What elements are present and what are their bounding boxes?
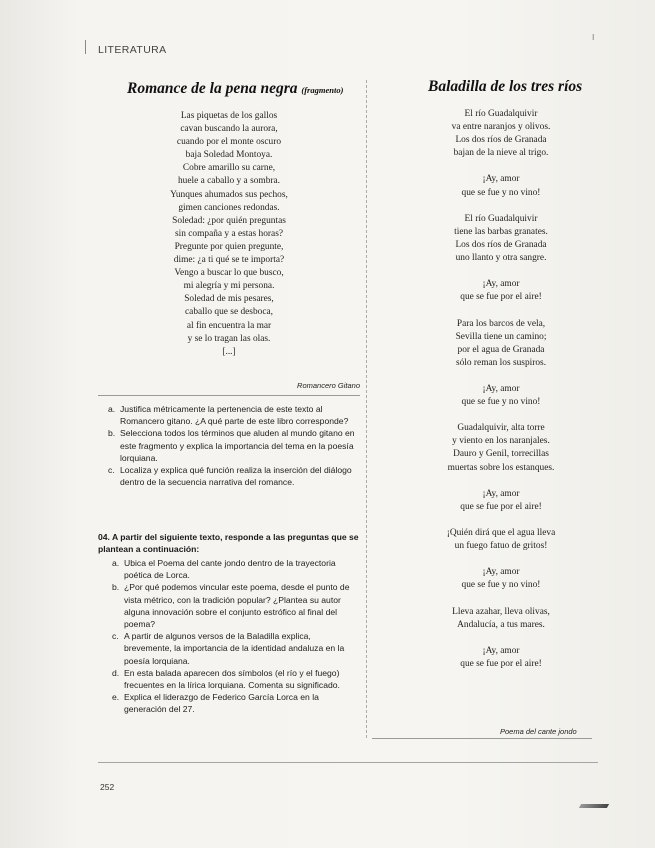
question-text: Explica el liderazgo de Federico García Lorca en la generación del 27. [124,692,319,715]
poem-line: que se fue y no vino! [461,187,541,198]
poem-stanza [372,645,630,671]
poem-line: que se fue por el aire! [460,501,542,512]
poem-line: gimen canciones redondas. [178,202,280,213]
question-item [112,630,360,667]
poem-line: tiene las barbas granates. [454,226,548,237]
poem-line: y viento en los naranjales. [452,436,550,447]
question-label: a. [108,404,116,414]
poem-stanza [372,488,630,514]
right-poem-source: Poema del cante jondo [500,727,577,736]
poem-line: que se fue por el aire! [460,292,542,303]
question-label: c. [112,631,119,642]
left-poem-source: Romancero Gitano [297,381,360,390]
poem-stanza [372,527,630,553]
poem-line: Para los barcos de vela, [456,318,546,329]
poem-line: ¡Ay, amor [482,279,520,290]
poem-line: que se fue y no vino! [461,580,541,591]
poem-line: Lleva azahar, lleva olivas, [452,606,550,617]
question-item [112,557,360,581]
poem-line: un fuego fatuo de gritos! [454,541,548,552]
question-item [112,667,360,691]
poem-line: que se fue y no vino! [461,397,541,408]
poem-line: ¡Ay, amor [482,567,520,578]
left-poem-title-note: (fragmento) [301,85,344,95]
question-label: b. [112,582,120,593]
question-label: c. [108,465,115,476]
poem-line: uno llanto y otra sangre. [455,253,547,264]
left-divider [98,395,360,396]
question-label: e. [112,692,120,703]
poem-stanza [372,173,630,199]
poem-line: por el agua de Granada [457,344,545,355]
question-text: En esta balada aparecen dos símbolos (el río y el fuego) frecuentes en la lírica lorquiana. Comenta su significado. [124,667,340,691]
poem-stanza [372,213,630,265]
question-label: a. [112,558,120,568]
poem-stanza [372,278,630,304]
poem-line: Los dos ríos de Granada [455,135,547,146]
questions-list-04 [112,557,360,716]
poem-line: Andalucía, a tus mares. [457,619,545,630]
left-poem-title [127,80,343,98]
poem-line: muertas sobre los estanques. [447,462,555,473]
question-item [112,581,360,630]
poem-stanza [372,383,630,409]
poem-line: ¡Ay, amor [482,383,520,394]
question-text: Localiza y explica qué función realiza la inserción del diálogo dentro de la secuencia narrativa del romance. [120,465,352,488]
poem-line: mi alegría y mi persona. [183,281,275,292]
question-text: A partir de algunos versos de la Baladilla explica, brevemente, la importancia de la identidad andaluza en la poesía lorquiana. [124,631,345,666]
poem-line: bajan de la nieve al trigo. [453,148,549,159]
right-poem-title: Baladilla de los tres ríos [428,78,583,95]
corner-mark: Ⅰ [592,33,595,42]
poem-line: Yunques ahumados sus pechos, [170,189,288,200]
poem-line: va entre naranjos y olivos. [451,122,551,133]
poem-stanza [372,422,630,474]
footer-rule [98,762,598,763]
questions-list-a [108,403,360,488]
right-divider [372,738,592,739]
poem-line: baja Soledad Montoya. [185,150,273,161]
poem-stanza [372,566,630,592]
left-poem-title-text: Romance de la pena negra [127,80,298,97]
question-text: Justifica métricamente la pertenencia de este texto al Romancero gitano. ¿A qué parte de este libro corresponde? [120,404,349,427]
poem-line: El río Guadalquivir [464,213,538,224]
question-item [108,427,360,464]
poem-line: Soledad de mis pesares, [184,294,274,305]
question-text: ¿Por qué podemos vincular este poema, desde el punto de vista métrico, con la tradición popular? ¿Plantea su autor alguna innovación sobre el conjunto estrófico al final del poema? [124,582,350,630]
poem-stanza [372,606,630,632]
question-label: d. [112,667,120,678]
question-text: Selecciona todos los términos que aluden al mundo gitano en este fragmento y explica la importancia del tema en la poesía lorquiana. [120,428,355,463]
column-separator [366,80,367,740]
right-poem-body [372,108,630,684]
poem-line: Dauro y Genil, torrecillas [453,449,549,460]
question-label: b. [108,428,116,439]
section-label: LITERATURA [98,44,167,56]
poem-line: Los dos ríos de Granada [455,239,547,250]
poem-line: El río Guadalquivir [464,109,538,119]
poem-line: ¡Ay, amor [482,174,520,185]
poem-line: Pregunte por quien pregunte, [174,241,284,252]
poem-line: Las piquetas de los gallos [180,111,278,121]
left-poem-body [100,110,358,359]
poem-line: caballo que se desboca, [185,307,273,318]
poem-line: cuando por el monte oscuro [176,137,282,148]
poem-stanza [372,108,630,160]
poem-line: cavan buscando la aurora, [180,124,278,135]
question-text: Ubica el Poema del cante jondo dentro de la trayectoria poética de Lorca. [124,558,336,581]
poem-line: Guadalquivir, alta torre [457,423,545,434]
poem-line: al fin encuentra la mar [186,320,272,331]
poem-line: ¡Ay, amor [482,488,520,499]
poem-line: que se fue por el aire! [460,658,542,669]
corner-scan-mark [579,804,609,808]
poem-line: sin compaña y a estas horas? [174,228,284,239]
poem-line: Sevilla tiene un camino; [455,331,547,342]
poem-line: dime: ¿a ti qué se te importa? [173,255,285,266]
poem-line: ¡Ay, amor [482,645,520,656]
poem-line: Cobre amarillo su carne, [182,163,276,174]
poem-line: ¡Quién dirá que el agua lleva [446,528,556,538]
question-04-heading: 04. A partir del siguiente texto, responde a las preguntas que se plantean a continuación: [98,532,359,555]
question-item [108,403,360,427]
poem-line: y se lo tragan las olas. [187,333,271,344]
question-item [108,464,360,488]
poem-line: [...] [222,346,236,357]
poem-stanza [372,318,630,370]
poem-line: Vengo a buscar lo que busco, [174,268,284,279]
page-number: 252 [100,782,115,792]
margin-rule [85,40,86,54]
poem-line: Soledad: ¿por quién preguntas [172,215,286,226]
poem-line: huele a caballo y a sombra. [177,176,281,187]
question-item [112,691,360,715]
poem-line: sólo reman los suspiros. [455,357,547,368]
